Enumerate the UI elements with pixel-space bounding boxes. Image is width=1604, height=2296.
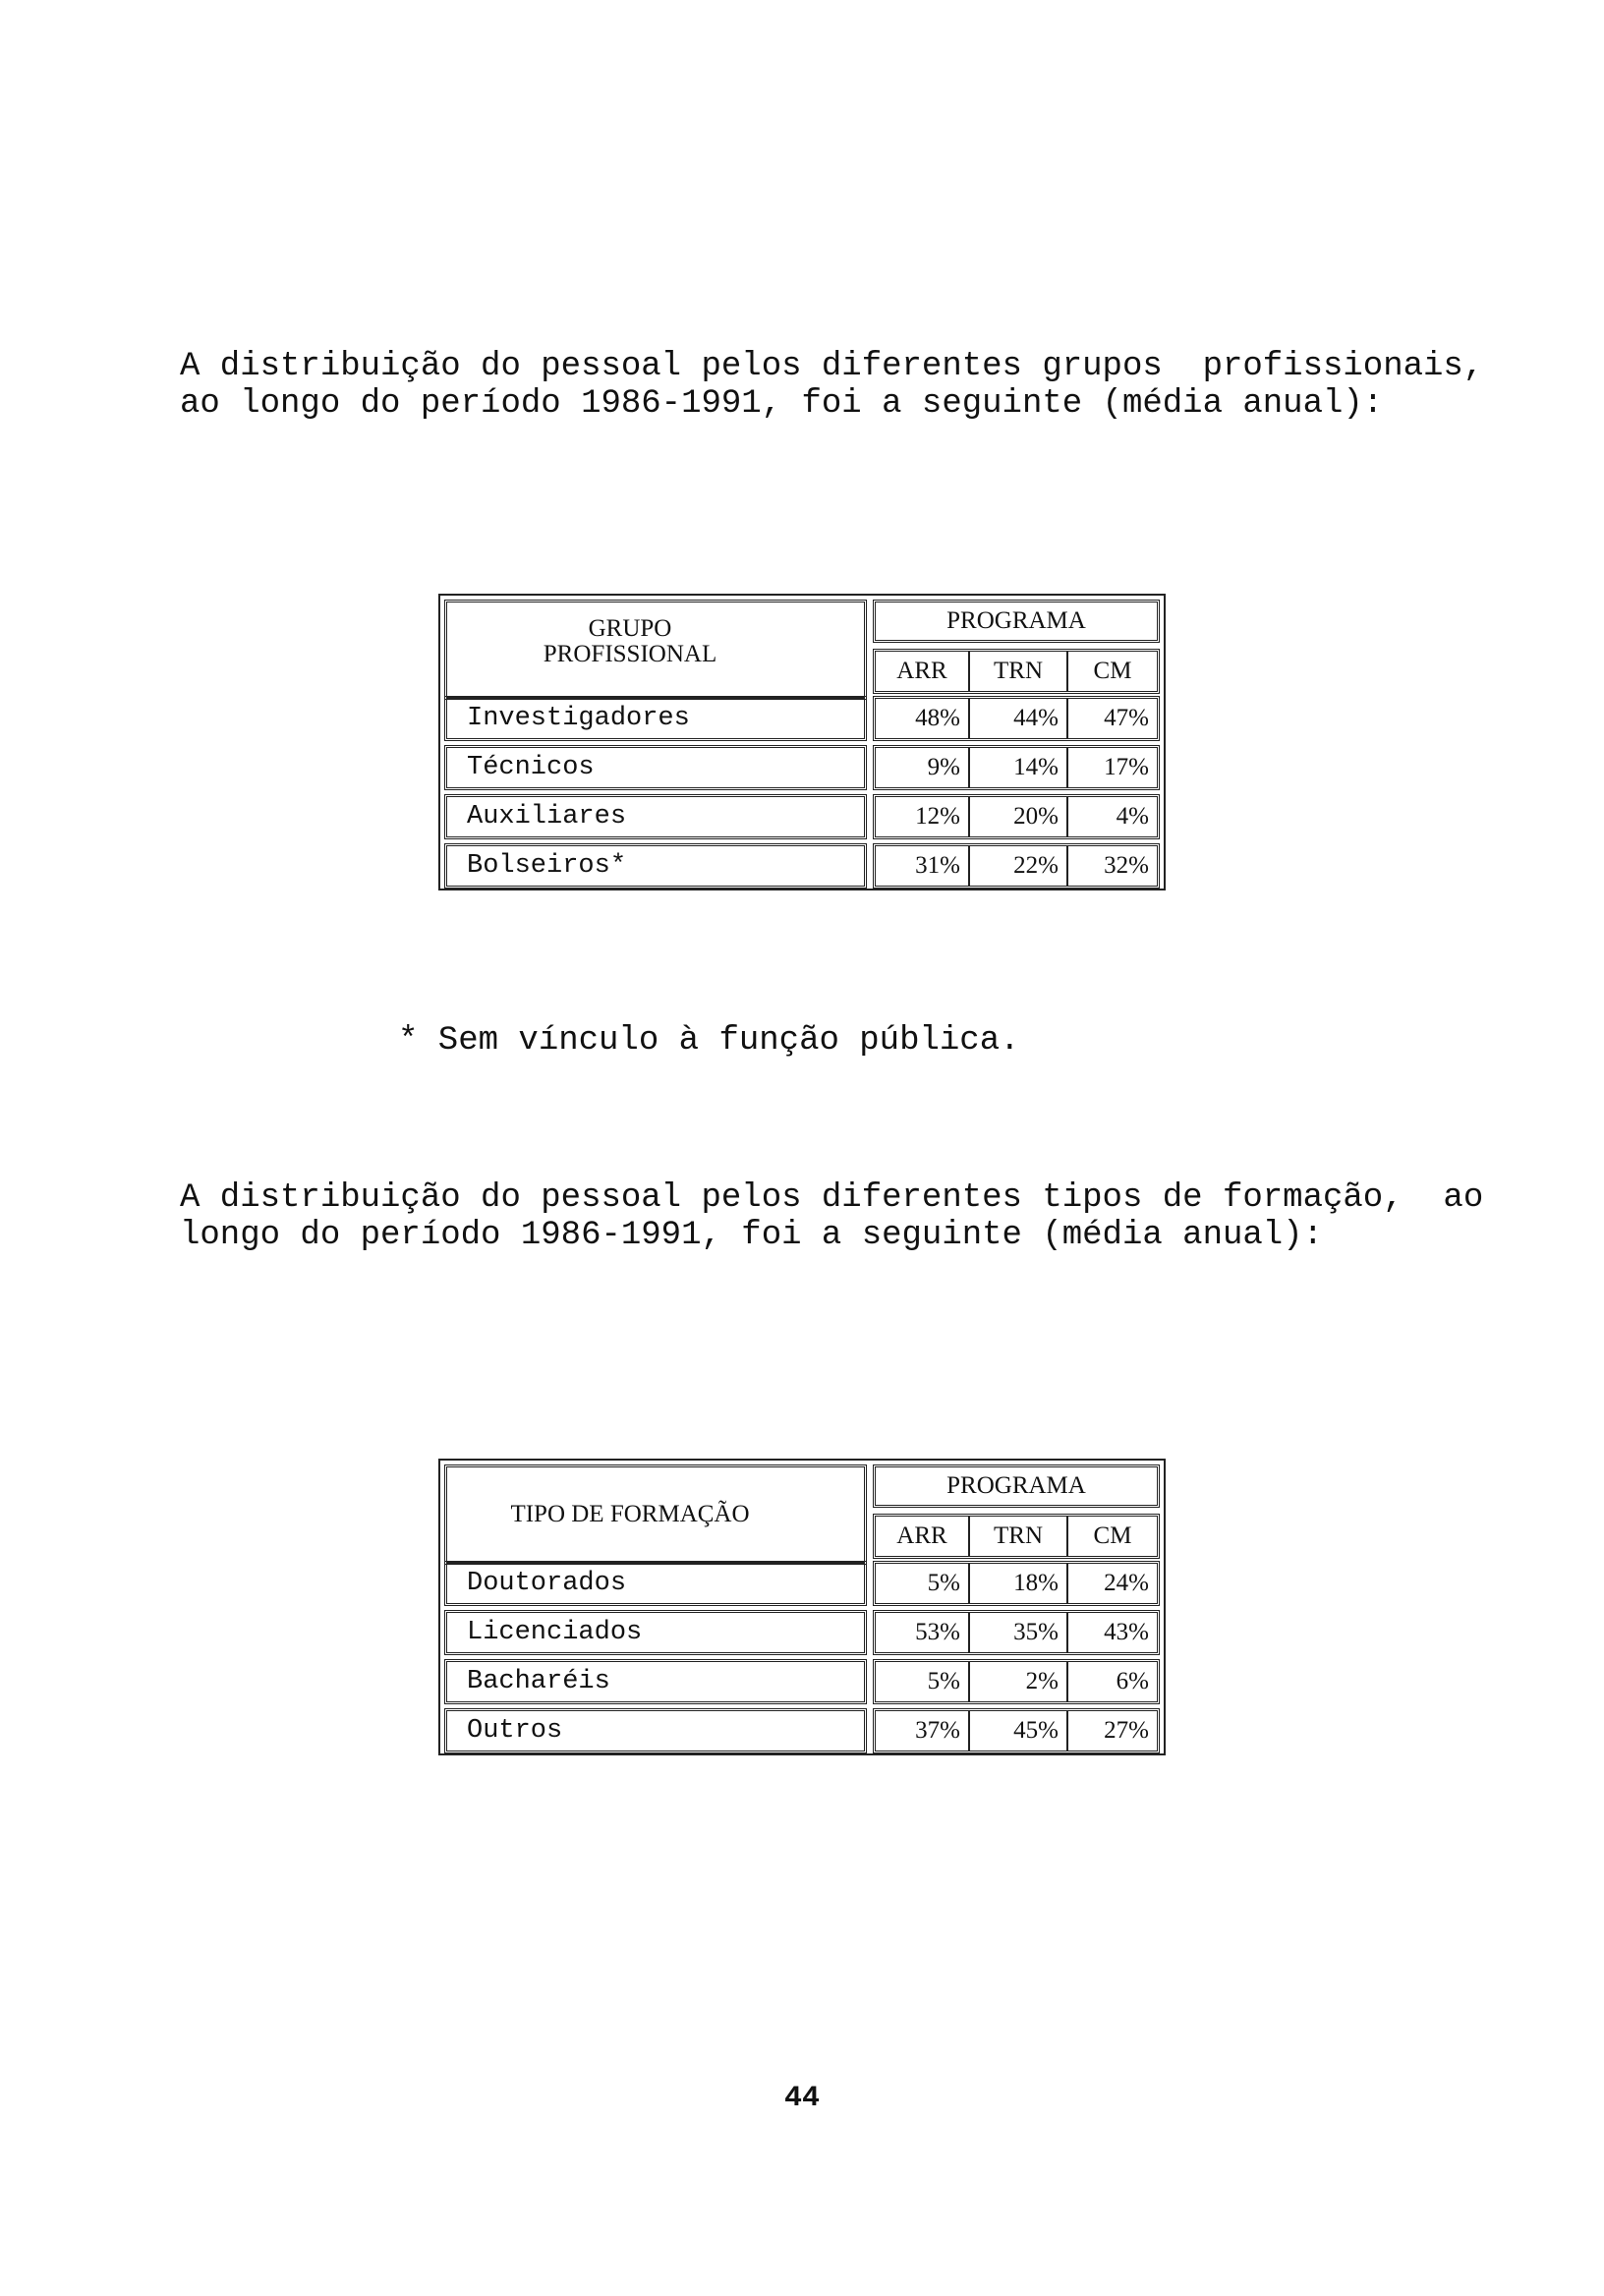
cell-cm: 43%	[1104, 1619, 1149, 1645]
row-label: Bolseiros*	[444, 843, 867, 889]
row-label: Bacharéis	[444, 1659, 867, 1704]
col-header-arr: ARR	[876, 1517, 970, 1556]
header-line: PROFISSIONAL	[543, 641, 717, 667]
cell-arr: 12%	[876, 797, 970, 836]
column-headers	[873, 649, 1160, 694]
table-row	[873, 843, 1160, 889]
row-label: Auxiliares	[444, 794, 867, 839]
paragraph-line: longo do período 1986-1991, foi a seguinte (média anual):	[180, 1217, 1323, 1254]
cell-trn: 14%	[970, 748, 1068, 787]
cell-trn: 2%	[970, 1662, 1068, 1701]
cell-arr: 5%	[876, 1662, 970, 1701]
header-line: TIPO DE FORMAÇÃO	[510, 1501, 750, 1527]
table-row	[873, 745, 1160, 790]
table-grupo-profissional	[438, 594, 1166, 890]
cell-trn: 35%	[970, 1613, 1068, 1652]
cell-trn: 22%	[970, 846, 1068, 886]
cell-cm: 47%	[1104, 705, 1149, 731]
cell-arr: 5%	[876, 1564, 970, 1603]
col-header-trn: TRN	[970, 1517, 1068, 1556]
table-row	[873, 1708, 1160, 1753]
cell-trn: 45%	[970, 1711, 1068, 1751]
col-header-arr: ARR	[876, 652, 970, 691]
footnote: * Sem vínculo à função pública.	[398, 1022, 1020, 1060]
cell-cm: 27%	[1104, 1717, 1149, 1744]
intro-paragraph-2	[180, 1179, 1484, 1254]
cell-arr: 53%	[876, 1613, 970, 1652]
cell-trn: 44%	[970, 699, 1068, 738]
paragraph-line: A distribuição do pessoal pelos diferentes grupos profissionais,	[180, 348, 1484, 385]
cell-arr: 37%	[876, 1711, 970, 1751]
header-grupo-profissional	[444, 600, 867, 700]
row-label: Licenciados	[444, 1610, 867, 1655]
row-label: Outros	[444, 1708, 867, 1753]
cell-cm: 17%	[1104, 754, 1149, 780]
paragraph-line: A distribuição do pessoal pelos diferentes tipos de formação, ao	[180, 1179, 1484, 1217]
cell-trn: 18%	[970, 1564, 1068, 1603]
column-headers	[873, 1514, 1160, 1559]
table-row	[873, 1610, 1160, 1655]
table-row	[873, 1659, 1160, 1704]
header-programa: PROGRAMA	[873, 600, 1160, 643]
cell-cm: 4%	[1116, 803, 1149, 830]
col-header-trn: TRN	[970, 652, 1068, 691]
col-header-cm: CM	[1093, 658, 1132, 684]
header-line: GRUPO	[588, 615, 672, 642]
cell-cm: 6%	[1116, 1668, 1149, 1694]
cell-arr: 48%	[876, 699, 970, 738]
table-row	[873, 1561, 1160, 1606]
cell-arr: 9%	[876, 748, 970, 787]
row-label: Investigadores	[444, 696, 867, 741]
cell-arr: 31%	[876, 846, 970, 886]
col-header-cm: CM	[1093, 1522, 1132, 1549]
header-tipo-formacao	[444, 1464, 867, 1565]
page-number: 44	[783, 2082, 820, 2115]
row-label: Doutorados	[444, 1561, 867, 1606]
intro-paragraph-1	[180, 348, 1484, 423]
table-row	[873, 696, 1160, 741]
cell-cm: 24%	[1104, 1570, 1149, 1596]
header-programa: PROGRAMA	[873, 1464, 1160, 1508]
cell-trn: 20%	[970, 797, 1068, 836]
paragraph-line: ao longo do período 1986-1991, foi a seguinte (média anual):	[180, 385, 1384, 423]
table-row	[873, 794, 1160, 839]
cell-cm: 32%	[1104, 852, 1149, 879]
row-label: Técnicos	[444, 745, 867, 790]
table-tipo-formacao	[438, 1459, 1166, 1755]
